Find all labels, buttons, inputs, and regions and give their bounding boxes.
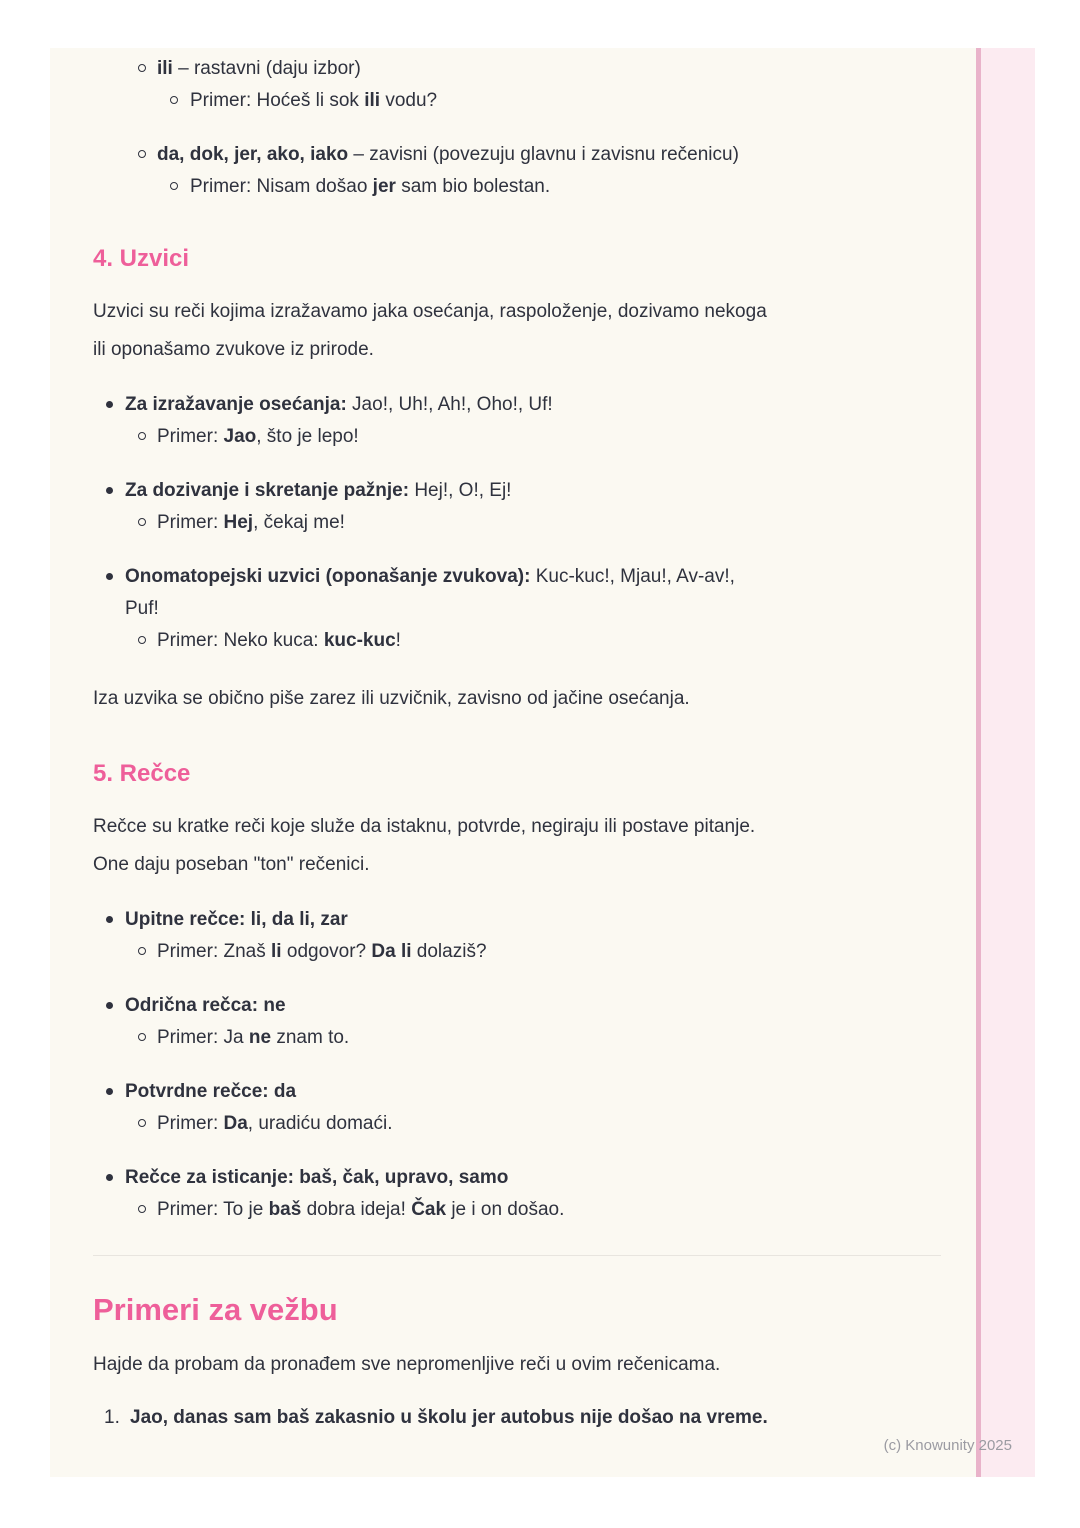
example-text: Primer: Da, uradiću domaći.	[157, 1113, 393, 1134]
list-item	[93, 53, 941, 117]
item-number: 1.	[104, 1407, 120, 1428]
recce-list	[93, 904, 941, 1226]
list-item	[93, 990, 941, 1054]
list-text: Onomatopejski uzvici (oponašanje zvukova): Kuc-kuc!, Mjau!, Av-av!, Puf!	[125, 566, 735, 619]
list-text: Za dozivanje i skretanje pažnje: Hej!, O!, Ej!	[125, 480, 512, 501]
list-line	[93, 475, 941, 507]
example-line	[93, 507, 941, 539]
example-text: Primer: Neko kuca: kuc-kuc!	[157, 630, 401, 651]
copyright-watermark: (c) Knowunity 2025	[883, 1437, 1012, 1454]
list-line	[93, 1076, 941, 1108]
example-text: Primer: Znaš li odgovor? Da li dolaziš?	[157, 941, 487, 962]
example-text: Primer: Ja ne znam to.	[157, 1027, 350, 1048]
disc-bullet-icon	[106, 389, 125, 421]
conjunction-sublist	[93, 53, 941, 203]
circle-bullet-icon	[138, 139, 157, 171]
example-text: Primer: Hej, čekaj me!	[157, 512, 345, 533]
example-line	[93, 625, 941, 657]
circle-bullet-icon	[138, 936, 157, 968]
list-item	[93, 904, 941, 968]
list-text: Odrična rečca: ne	[125, 995, 286, 1016]
list-line	[93, 389, 941, 421]
practice-heading: Primeri za vežbu	[93, 1292, 338, 1327]
list-line	[93, 1162, 941, 1194]
list-text: ili – rastavni (daju izbor)	[157, 58, 361, 79]
list-item	[93, 1162, 941, 1226]
circle-bullet-icon	[138, 1108, 157, 1140]
example-line	[93, 421, 941, 453]
list-item	[93, 1076, 941, 1140]
example-text: Primer: Nisam došao jer sam bio bolestan.	[190, 176, 551, 197]
uzvici-note: Iza uzvika se obično piše zarez ili uzvičnik, zavisno od jačine osećanja.	[93, 688, 690, 709]
section-divider	[93, 1255, 941, 1256]
circle-bullet-icon	[138, 53, 157, 85]
disc-bullet-icon	[106, 1076, 125, 1108]
list-line	[93, 561, 941, 625]
list-item	[93, 561, 941, 657]
list-text: Za izražavanje osećanja: Jao!, Uh!, Ah!, Oho!, Uf!	[125, 394, 553, 415]
list-item	[93, 475, 941, 539]
list-line	[93, 990, 941, 1022]
example-line	[93, 936, 941, 968]
list-line	[93, 139, 941, 171]
section-intro-uzvici: Uzvici su reči kojima izražavamo jaka osećanja, raspoloženje, dozivamo nekoga ili oponašamo zvukove iz prirode.	[93, 301, 767, 360]
example-line	[93, 171, 941, 203]
disc-bullet-icon	[106, 475, 125, 507]
disc-bullet-icon	[106, 1162, 125, 1194]
example-text: Primer: Hoćeš li sok ili vodu?	[190, 90, 438, 111]
example-text: Primer: Jao, što je lepo!	[157, 426, 359, 447]
disc-bullet-icon	[106, 990, 125, 1022]
example-line	[93, 1194, 941, 1226]
circle-bullet-icon	[138, 1022, 157, 1054]
circle-bullet-icon	[138, 625, 157, 657]
list-text: da, dok, jer, ako, iako – zavisni (povezuju glavnu i zavisnu rečenicu)	[157, 144, 739, 165]
practice-item-1	[93, 1402, 941, 1434]
circle-bullet-icon	[170, 171, 190, 203]
example-line	[93, 1108, 941, 1140]
document-page	[50, 48, 1035, 1477]
list-text: Upitne rečce: li, da li, zar	[125, 909, 348, 930]
list-text: Potvrdne rečce: da	[125, 1081, 297, 1102]
disc-bullet-icon	[106, 561, 125, 625]
circle-bullet-icon	[138, 421, 157, 453]
section-intro-recce: Rečce su kratke reči koje služe da istaknu, potvrde, negiraju ili postave pitanje. One daju poseban "ton" rečenici.	[93, 816, 756, 875]
practice-intro: Hajde da probam da pronađem sve nepromenljive reči u ovim rečenicama.	[93, 1354, 721, 1375]
example-text: Primer: To je baš dobra ideja! Čak je i on došao.	[157, 1199, 565, 1220]
circle-bullet-icon	[170, 85, 190, 117]
uzvici-list	[93, 389, 941, 657]
document-content	[93, 48, 941, 1434]
circle-bullet-icon	[138, 1194, 157, 1226]
item-text: Jao, danas sam baš zakasnio u školu jer autobus nije došao na vreme.	[130, 1407, 768, 1428]
list-text: Rečce za isticanje: baš, čak, upravo, samo	[125, 1167, 509, 1188]
list-line	[93, 904, 941, 936]
list-line	[93, 53, 941, 85]
list-item	[93, 389, 941, 453]
disc-bullet-icon	[106, 904, 125, 936]
list-item	[93, 139, 941, 203]
example-line	[93, 1022, 941, 1054]
circle-bullet-icon	[138, 507, 157, 539]
section-heading-uzvici: 4. Uzvici	[93, 245, 190, 272]
page-edge-stripe	[976, 48, 1035, 1477]
example-line	[93, 85, 941, 117]
section-heading-recce: 5. Rečce	[93, 760, 191, 787]
